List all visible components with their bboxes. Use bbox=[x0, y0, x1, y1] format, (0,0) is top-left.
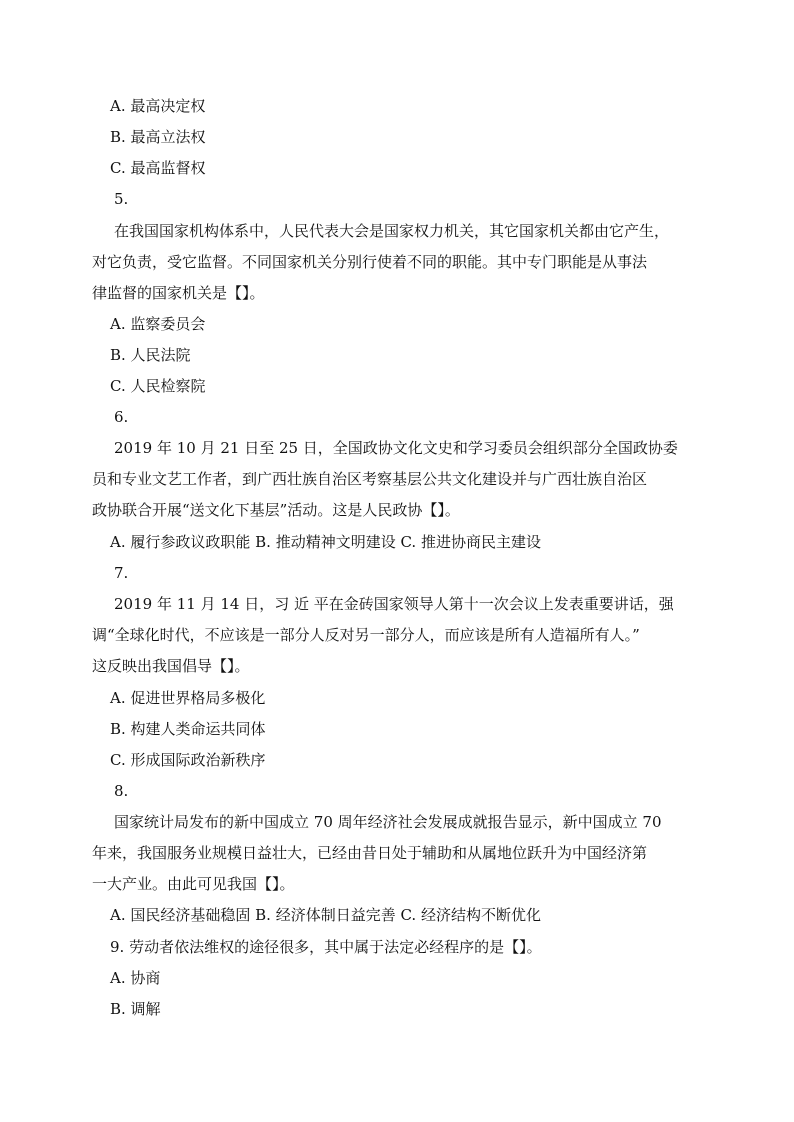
q5-option-c: C. 人民检察院 bbox=[110, 377, 206, 395]
q7-number: 7. bbox=[114, 564, 129, 582]
q6-stem-line-1: 2019 年 10 月 21 日至 25 日，全国政协文化文史和学习委员会组织部分全国政协委 bbox=[114, 439, 678, 457]
q7-stem-line-1: 2019 年 11 月 14 日，习 近 平在金砖国家领导人第十一次会议上发表重要讲话，强 bbox=[114, 595, 674, 613]
q9-stem: 9. 劳动者依法维权的途径很多，其中属于法定必经程序的是【】。 bbox=[110, 938, 542, 956]
q6-stem-line-2: 员和专业文艺工作者，到广西壮族自治区考察基层公共文化建设并与广西壮族自治区 bbox=[92, 470, 648, 488]
q6-options: A. 履行参政议政职能 B. 推动精神文明建设 C. 推进协商民主建设 bbox=[110, 533, 541, 551]
q5-number: 5. bbox=[114, 190, 129, 208]
q5-stem-line-3: 律监督的国家机关是【】。 bbox=[92, 284, 265, 302]
q8-stem-line-1: 国家统计局发布的新中国成立 70 周年经济社会发展成就报告显示，新中国成立 70 bbox=[114, 813, 662, 831]
q8-number: 8. bbox=[114, 782, 129, 800]
q4-option-c: C. 最高监督权 bbox=[110, 159, 206, 177]
q8-stem-line-2: 年来，我国服务业规模日益壮大，已经由昔日处于辅助和从属地位跃升为中国经济第 bbox=[92, 844, 648, 862]
q5-option-b: B. 人民法院 bbox=[110, 346, 191, 364]
q7-stem-line-3: 这反映出我国倡导【】。 bbox=[92, 657, 250, 675]
q7-option-b: B. 构建人类命运共同体 bbox=[110, 720, 266, 738]
q5-stem-line-1: 在我国国家机构体系中，人民代表大会是国家权力机关，其它国家机关都由它产生， bbox=[114, 222, 670, 240]
q8-stem-line-3: 一大产业。由此可见我国【】。 bbox=[92, 875, 295, 893]
q6-stem-line-3: 政协联合开展“送文化下基层”活动。这是人民政协【】。 bbox=[92, 501, 460, 519]
q9-option-b: B. 调解 bbox=[110, 1000, 161, 1018]
q4-option-a: A. 最高决定权 bbox=[110, 97, 206, 115]
q7-stem-line-2: 调“全球化时代，不应该是一部分人反对另一部分人，而应该是所有人造福所有人。” bbox=[92, 626, 640, 644]
q7-option-c: C. 形成国际政治新秩序 bbox=[110, 751, 266, 769]
q7-option-a: A. 促进世界格局多极化 bbox=[110, 689, 266, 707]
q9-option-a: A. 协商 bbox=[110, 969, 161, 987]
q5-option-a: A. 监察委员会 bbox=[110, 315, 206, 333]
q8-options: A. 国民经济基础稳固 B. 经济体制日益完善 C. 经济结构不断优化 bbox=[110, 906, 541, 924]
q6-number: 6. bbox=[114, 408, 129, 426]
q4-option-b: B. 最高立法权 bbox=[110, 128, 206, 146]
q5-stem-line-2: 对它负责，受它监督。不同国家机关分别行使着不同的职能。其中专门职能是从事法 bbox=[92, 253, 648, 271]
